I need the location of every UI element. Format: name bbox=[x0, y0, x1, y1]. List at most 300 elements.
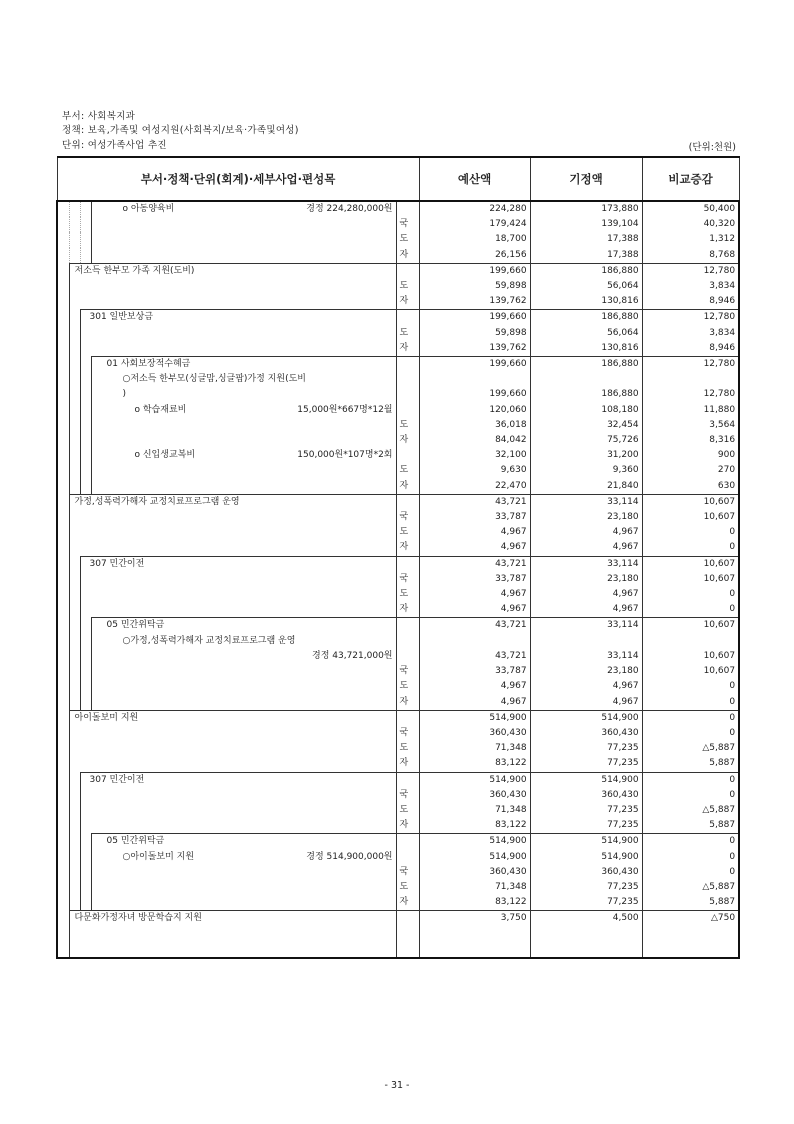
budget-amount: 4,967 bbox=[419, 679, 530, 694]
funding-source: 국 bbox=[396, 865, 419, 880]
indent-gutter bbox=[57, 525, 69, 540]
difference-amount: 0 bbox=[642, 850, 739, 865]
row-label-cell bbox=[69, 279, 396, 294]
row-label-cell bbox=[91, 433, 396, 448]
row-label-cell bbox=[69, 263, 396, 279]
funding-source bbox=[396, 372, 419, 387]
funding-source: 자 bbox=[396, 294, 419, 310]
table-row bbox=[57, 525, 739, 540]
indent-gutter bbox=[80, 403, 91, 418]
table-row bbox=[57, 726, 739, 741]
indent-gutter bbox=[69, 587, 80, 602]
budget-amount bbox=[419, 927, 530, 942]
row-label: 307 민간이전 bbox=[89, 558, 145, 569]
table-row bbox=[57, 294, 739, 310]
indent-gutter bbox=[80, 433, 91, 448]
row-calc-note: 경정 224,280,000원 bbox=[306, 204, 393, 214]
budget-amount: 139,762 bbox=[419, 294, 530, 310]
difference-amount: 10,607 bbox=[642, 664, 739, 679]
indent-gutter bbox=[69, 572, 80, 587]
row-label-cell bbox=[69, 294, 396, 310]
indent-gutter bbox=[80, 865, 91, 880]
table-row bbox=[57, 880, 739, 895]
currency-unit: (단위:천원) bbox=[688, 142, 736, 153]
row-label: 다문화가정자녀 방문학습지 지원 bbox=[74, 913, 202, 924]
indent-gutter bbox=[57, 756, 69, 772]
row-label-cell bbox=[91, 679, 396, 694]
difference-amount: 12,780 bbox=[642, 310, 739, 326]
budget-amount: 120,060 bbox=[419, 403, 530, 418]
indent-gutter bbox=[80, 418, 91, 433]
budget-amount: 4,967 bbox=[419, 540, 530, 556]
row-label-cell bbox=[91, 634, 396, 649]
difference-amount: 630 bbox=[642, 479, 739, 495]
table-row bbox=[57, 556, 739, 572]
funding-source bbox=[396, 772, 419, 788]
indent-gutter bbox=[69, 634, 80, 649]
difference-amount: 0 bbox=[642, 602, 739, 618]
table-row bbox=[57, 433, 739, 448]
indent-gutter bbox=[57, 494, 69, 510]
previous-amount: 514,900 bbox=[530, 710, 642, 726]
row-label: 301 일반보상금 bbox=[89, 312, 154, 323]
budget-amount: 4,967 bbox=[419, 695, 530, 711]
funding-source: 자 bbox=[396, 479, 419, 495]
indent-gutter bbox=[69, 618, 80, 634]
budget-amount: 199,660 bbox=[419, 263, 530, 279]
indent-gutter bbox=[69, 865, 80, 880]
difference-amount: 10,607 bbox=[642, 572, 739, 587]
previous-amount: 77,235 bbox=[530, 895, 642, 911]
funding-source: 도 bbox=[396, 587, 419, 602]
difference-amount: 5,887 bbox=[642, 818, 739, 834]
indent-gutter bbox=[57, 310, 69, 326]
table-row bbox=[57, 602, 739, 618]
indent-gutter bbox=[69, 326, 80, 341]
funding-source bbox=[396, 357, 419, 373]
budget-amount: 32,100 bbox=[419, 448, 530, 463]
table-row bbox=[57, 710, 739, 726]
indent-gutter bbox=[80, 695, 91, 711]
row-label: ○가정,성폭력가해자 교정치료프로그램 운영 bbox=[122, 635, 296, 646]
previous-amount: 56,064 bbox=[530, 326, 642, 341]
indent-gutter bbox=[57, 357, 69, 373]
table-row bbox=[57, 695, 739, 711]
difference-amount: 10,607 bbox=[642, 618, 739, 634]
difference-amount: 270 bbox=[642, 463, 739, 478]
budget-amount: 139,762 bbox=[419, 341, 530, 357]
budget-amount: 43,721 bbox=[419, 649, 530, 664]
difference-amount: 12,780 bbox=[642, 357, 739, 373]
previous-amount: 33,114 bbox=[530, 494, 642, 510]
indent-gutter bbox=[57, 818, 69, 834]
previous-amount: 75,726 bbox=[530, 433, 642, 448]
row-label-cell bbox=[91, 232, 396, 247]
row-label-cell bbox=[69, 927, 396, 942]
row-label-cell bbox=[69, 710, 396, 726]
difference-amount: 8,316 bbox=[642, 433, 739, 448]
indent-gutter bbox=[57, 880, 69, 895]
funding-source bbox=[396, 201, 419, 217]
previous-amount: 77,235 bbox=[530, 741, 642, 756]
row-label-cell bbox=[91, 403, 396, 418]
row-label: ○아이돌보미 지원 bbox=[122, 851, 195, 862]
difference-amount: 3,834 bbox=[642, 279, 739, 294]
funding-source: 도 bbox=[396, 326, 419, 341]
indent-gutter bbox=[57, 726, 69, 741]
previous-amount: 56,064 bbox=[530, 279, 642, 294]
budget-amount: 36,018 bbox=[419, 418, 530, 433]
indent-gutter bbox=[57, 834, 69, 850]
budget-amount: 4,967 bbox=[419, 525, 530, 540]
funding-source: 도 bbox=[396, 679, 419, 694]
budget-amount: 59,898 bbox=[419, 326, 530, 341]
difference-amount: 12,780 bbox=[642, 387, 739, 402]
table-row bbox=[57, 479, 739, 495]
previous-amount: 4,967 bbox=[530, 540, 642, 556]
table-row bbox=[57, 911, 739, 927]
funding-source bbox=[396, 649, 419, 664]
indent-gutter bbox=[80, 850, 91, 865]
indent-gutter bbox=[57, 803, 69, 818]
previous-amount: 514,900 bbox=[530, 834, 642, 850]
previous-amount: 77,235 bbox=[530, 803, 642, 818]
difference-amount: △5,887 bbox=[642, 741, 739, 756]
row-label-cell bbox=[91, 201, 396, 217]
difference-amount: 1,312 bbox=[642, 232, 739, 247]
indent-gutter bbox=[80, 664, 91, 679]
previous-amount bbox=[530, 927, 642, 942]
previous-amount: 77,235 bbox=[530, 818, 642, 834]
row-label: o 신입생교복비 bbox=[134, 450, 196, 461]
indent-gutter bbox=[69, 895, 80, 911]
table-row bbox=[57, 403, 739, 418]
table-row bbox=[57, 756, 739, 772]
row-calc-note: 150,000원*107명*2회 bbox=[297, 450, 393, 461]
indent-gutter bbox=[69, 695, 80, 711]
table-row bbox=[57, 372, 739, 387]
difference-amount: 0 bbox=[642, 834, 739, 850]
row-label-cell bbox=[91, 649, 396, 664]
table-row bbox=[57, 834, 739, 850]
indent-gutter bbox=[69, 880, 80, 895]
indent-gutter bbox=[57, 540, 69, 556]
indent-gutter bbox=[57, 634, 69, 649]
funding-source: 도 bbox=[396, 741, 419, 756]
table-row bbox=[57, 788, 739, 803]
difference-amount: 0 bbox=[642, 540, 739, 556]
funding-source: 자 bbox=[396, 818, 419, 834]
indent-gutter bbox=[57, 927, 69, 942]
previous-amount: 360,430 bbox=[530, 865, 642, 880]
table-row bbox=[57, 463, 739, 478]
budget-amount bbox=[419, 372, 530, 387]
table-row bbox=[57, 310, 739, 326]
previous-amount bbox=[530, 634, 642, 649]
indent-gutter bbox=[69, 310, 80, 326]
budget-table bbox=[56, 156, 740, 959]
funding-source bbox=[396, 927, 419, 942]
funding-source bbox=[396, 618, 419, 634]
table-row bbox=[57, 927, 739, 942]
indent-gutter bbox=[69, 372, 80, 387]
table-row bbox=[57, 895, 739, 911]
previous-amount: 4,967 bbox=[530, 679, 642, 694]
table-row bbox=[57, 618, 739, 634]
budget-amount: 43,721 bbox=[419, 618, 530, 634]
table-row bbox=[57, 850, 739, 865]
row-label: o 아동양육비 bbox=[122, 204, 175, 214]
funding-source bbox=[396, 403, 419, 418]
indent-gutter bbox=[57, 710, 69, 726]
row-label: 아이돌보미 지원 bbox=[74, 712, 139, 723]
row-label-cell bbox=[91, 834, 396, 850]
budget-amount bbox=[419, 942, 530, 958]
indent-gutter bbox=[69, 772, 80, 788]
meta-unit: 단위: 여성가족사업 추진 bbox=[62, 140, 167, 151]
meta-policy: 정책: 보육,가족및 여성지원(사회복지/보육·가족및여성) bbox=[62, 125, 299, 136]
indent-gutter bbox=[69, 556, 80, 572]
difference-amount: 8,946 bbox=[642, 341, 739, 357]
row-label-cell bbox=[80, 326, 396, 341]
indent-gutter bbox=[80, 649, 91, 664]
difference-amount: 900 bbox=[642, 448, 739, 463]
budget-amount: 59,898 bbox=[419, 279, 530, 294]
meta-dept: 부서: 사회복지과 bbox=[62, 111, 136, 122]
row-label-cell bbox=[91, 387, 396, 402]
indent-gutter bbox=[80, 248, 91, 264]
row-label-cell bbox=[69, 540, 396, 556]
table-row bbox=[57, 201, 739, 217]
difference-amount: 0 bbox=[642, 587, 739, 602]
indent-gutter bbox=[57, 664, 69, 679]
indent-gutter bbox=[57, 387, 69, 402]
indent-gutter bbox=[69, 818, 80, 834]
indent-gutter bbox=[69, 248, 80, 264]
indent-gutter bbox=[69, 433, 80, 448]
row-calc-note: 15,000원*667명*12월 bbox=[297, 404, 393, 415]
previous-amount: 108,180 bbox=[530, 403, 642, 418]
previous-amount: 130,816 bbox=[530, 341, 642, 357]
budget-amount: 71,348 bbox=[419, 880, 530, 895]
indent-gutter bbox=[69, 341, 80, 357]
indent-gutter bbox=[57, 911, 69, 927]
row-label: 307 민간이전 bbox=[89, 774, 145, 785]
previous-amount: 23,180 bbox=[530, 572, 642, 587]
indent-gutter bbox=[80, 372, 91, 387]
table-row bbox=[57, 649, 739, 664]
row-label-cell bbox=[80, 556, 396, 572]
previous-amount: 186,880 bbox=[530, 357, 642, 373]
difference-amount: 3,564 bbox=[642, 418, 739, 433]
budget-amount: 514,900 bbox=[419, 850, 530, 865]
funding-source: 자 bbox=[396, 540, 419, 556]
indent-gutter bbox=[69, 850, 80, 865]
indent-gutter bbox=[57, 772, 69, 788]
header-difference: 비교증감 bbox=[642, 157, 739, 201]
budget-amount: 360,430 bbox=[419, 726, 530, 741]
row-label-cell bbox=[91, 895, 396, 911]
table-row bbox=[57, 326, 739, 341]
previous-amount: 4,967 bbox=[530, 602, 642, 618]
difference-amount: △5,887 bbox=[642, 880, 739, 895]
difference-amount: 0 bbox=[642, 695, 739, 711]
row-label-cell bbox=[80, 341, 396, 357]
indent-gutter bbox=[80, 880, 91, 895]
difference-amount: 8,768 bbox=[642, 248, 739, 264]
indent-gutter bbox=[57, 341, 69, 357]
row-label-cell bbox=[80, 803, 396, 818]
difference-amount: 10,607 bbox=[642, 649, 739, 664]
funding-source bbox=[396, 834, 419, 850]
indent-gutter bbox=[80, 679, 91, 694]
previous-amount: 4,500 bbox=[530, 911, 642, 927]
row-label-cell bbox=[91, 850, 396, 865]
indent-gutter bbox=[69, 679, 80, 694]
row-label-cell bbox=[91, 463, 396, 478]
budget-amount: 9,630 bbox=[419, 463, 530, 478]
difference-amount: 0 bbox=[642, 788, 739, 803]
indent-gutter bbox=[57, 510, 69, 525]
budget-amount: 360,430 bbox=[419, 865, 530, 880]
difference-amount: 12,780 bbox=[642, 263, 739, 279]
previous-amount: 21,840 bbox=[530, 479, 642, 495]
indent-gutter bbox=[69, 217, 80, 232]
budget-amount: 199,660 bbox=[419, 357, 530, 373]
previous-amount: 77,235 bbox=[530, 880, 642, 895]
funding-source bbox=[396, 942, 419, 958]
previous-amount: 32,454 bbox=[530, 418, 642, 433]
funding-source bbox=[396, 556, 419, 572]
difference-amount: 0 bbox=[642, 726, 739, 741]
table-row bbox=[57, 803, 739, 818]
row-label-cell bbox=[69, 726, 396, 741]
indent-gutter bbox=[69, 232, 80, 247]
table-row bbox=[57, 341, 739, 357]
funding-source: 국 bbox=[396, 572, 419, 587]
previous-amount: 4,967 bbox=[530, 695, 642, 711]
indent-gutter bbox=[57, 372, 69, 387]
indent-gutter bbox=[57, 602, 69, 618]
budget-amount: 71,348 bbox=[419, 741, 530, 756]
row-label-cell bbox=[69, 942, 396, 958]
table-row bbox=[57, 818, 739, 834]
difference-amount bbox=[642, 634, 739, 649]
difference-amount: △5,887 bbox=[642, 803, 739, 818]
difference-amount: 10,607 bbox=[642, 510, 739, 525]
indent-gutter bbox=[80, 217, 91, 232]
funding-source: 도 bbox=[396, 418, 419, 433]
funding-source bbox=[396, 911, 419, 927]
budget-amount: 83,122 bbox=[419, 895, 530, 911]
indent-gutter bbox=[80, 357, 91, 373]
budget-amount: 360,430 bbox=[419, 788, 530, 803]
indent-gutter bbox=[69, 418, 80, 433]
table-header-row bbox=[57, 157, 739, 201]
indent-gutter bbox=[57, 741, 69, 756]
row-label-cell bbox=[91, 448, 396, 463]
row-label-cell bbox=[69, 525, 396, 540]
table-row bbox=[57, 510, 739, 525]
row-label-cell bbox=[80, 310, 396, 326]
table-row bbox=[57, 741, 739, 756]
table-row bbox=[57, 634, 739, 649]
funding-source: 자 bbox=[396, 602, 419, 618]
indent-gutter bbox=[57, 618, 69, 634]
row-label-cell bbox=[91, 618, 396, 634]
difference-amount bbox=[642, 927, 739, 942]
previous-amount: 360,430 bbox=[530, 788, 642, 803]
indent-gutter bbox=[57, 556, 69, 572]
difference-amount: △750 bbox=[642, 911, 739, 927]
indent-gutter bbox=[80, 618, 91, 634]
row-label-cell bbox=[80, 772, 396, 788]
table-row bbox=[57, 572, 739, 587]
row-label-cell bbox=[69, 741, 396, 756]
funding-source: 도 bbox=[396, 525, 419, 540]
funding-source: 도 bbox=[396, 463, 419, 478]
row-label-cell bbox=[80, 587, 396, 602]
row-calc-note: 경정 43,721,000원 bbox=[312, 650, 393, 661]
indent-gutter bbox=[57, 433, 69, 448]
indent-gutter bbox=[69, 834, 80, 850]
indent-gutter bbox=[69, 403, 80, 418]
budget-amount: 33,787 bbox=[419, 510, 530, 525]
funding-source: 자 bbox=[396, 433, 419, 448]
funding-source bbox=[396, 448, 419, 463]
funding-source bbox=[396, 494, 419, 510]
difference-amount: 0 bbox=[642, 679, 739, 694]
indent-gutter bbox=[57, 587, 69, 602]
row-label-cell bbox=[69, 494, 396, 510]
funding-source: 국 bbox=[396, 217, 419, 232]
previous-amount: 514,900 bbox=[530, 772, 642, 788]
indent-gutter bbox=[57, 279, 69, 294]
funding-source: 도 bbox=[396, 880, 419, 895]
budget-amount: 4,967 bbox=[419, 587, 530, 602]
difference-amount: 10,607 bbox=[642, 494, 739, 510]
difference-amount: 3,834 bbox=[642, 326, 739, 341]
budget-amount: 199,660 bbox=[419, 310, 530, 326]
budget-amount: 3,750 bbox=[419, 911, 530, 927]
difference-amount: 11,880 bbox=[642, 403, 739, 418]
row-label-cell bbox=[91, 479, 396, 495]
table-row bbox=[57, 357, 739, 373]
budget-amount: 22,470 bbox=[419, 479, 530, 495]
indent-gutter bbox=[69, 201, 80, 217]
funding-source bbox=[396, 710, 419, 726]
indent-gutter bbox=[80, 834, 91, 850]
row-calc-note: 경정 514,900,000원 bbox=[306, 851, 393, 862]
row-label-cell bbox=[80, 818, 396, 834]
indent-gutter bbox=[80, 201, 91, 217]
row-label-cell bbox=[91, 695, 396, 711]
row-label-cell bbox=[91, 372, 396, 387]
table-row bbox=[57, 772, 739, 788]
row-label: 05 민간위탁금 bbox=[106, 620, 165, 631]
indent-gutter bbox=[57, 572, 69, 587]
indent-gutter bbox=[69, 357, 80, 373]
funding-source: 국 bbox=[396, 726, 419, 741]
budget-amount: 43,721 bbox=[419, 494, 530, 510]
indent-gutter bbox=[57, 232, 69, 247]
funding-source: 자 bbox=[396, 695, 419, 711]
budget-amount: 514,900 bbox=[419, 834, 530, 850]
funding-source: 도 bbox=[396, 232, 419, 247]
previous-amount: 130,816 bbox=[530, 294, 642, 310]
indent-gutter bbox=[69, 448, 80, 463]
row-label-cell bbox=[80, 602, 396, 618]
